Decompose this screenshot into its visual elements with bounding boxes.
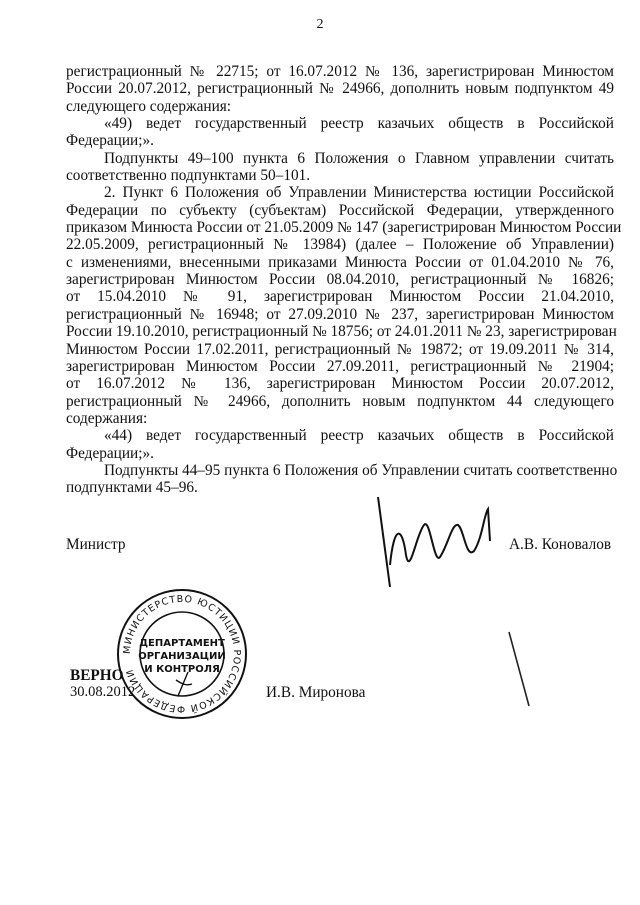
page-number: 2 xyxy=(316,17,324,32)
text-line: от 16.07.2012 № 136, зарегистрирован Минюстом России 20.07.2012, xyxy=(66,375,614,393)
pen-stroke xyxy=(505,630,535,710)
text-line: подпунктами 45–96. xyxy=(66,479,198,497)
text-line: от 15.04.2010 № 91, зарегистрирован Минюстом России 21.04.2010, xyxy=(66,288,614,306)
text-line: зарегистрирован Минюстом России 27.09.2011, регистрационный № 21904; xyxy=(66,357,614,375)
signer-position: Министр xyxy=(66,536,126,553)
stamp-ring-text: МИНИСТЕРСТВО ЮСТИЦИИ РОССИЙСКОЙ ФЕДЕРАЦИИ xyxy=(121,593,243,715)
stamp-center-text: И КОНТРОЛЯ xyxy=(144,664,220,675)
text-line: зарегистрирован Минюстом России 08.04.2010, регистрационный № 16826; xyxy=(66,271,614,289)
text-line: «44) ведет государственный реестр казачьих обществ в Российской xyxy=(104,427,614,445)
official-stamp xyxy=(112,584,252,724)
text-line: соответственно подпунктами 50–101. xyxy=(66,167,311,185)
certified-label: ВЕРНО xyxy=(70,667,124,684)
text-line: регистрационный № 22715; от 16.07.2012 № 136, зарегистрирован Минюстом xyxy=(66,63,614,80)
text-line: России 20.07.2012, регистрационный № 24966, дополнить новым подпунктом 49 xyxy=(66,80,614,98)
text-line: Минюстом России 17.02.2011, регистрационный № 19872; от 19.09.2011 № 314, xyxy=(66,340,614,358)
text-line: содержания: xyxy=(66,409,148,427)
text-line: Подпункты 49–100 пункта 6 Положения о Главном управлении считать xyxy=(104,149,614,167)
text-line: Подпункты 44–95 пункта 6 Положения об Управлении считать соответственно xyxy=(104,461,618,479)
signer-name: А.В. Коновалов xyxy=(509,536,612,553)
text-line: Федерации;». xyxy=(66,444,154,462)
stamp-center-text: ДЕПАРТАМЕНТ xyxy=(139,638,225,649)
text-line: 2. Пункт 6 Положения об Управлении Министерства юстиции Российской xyxy=(104,184,614,202)
text-line: приказом Минюста России от 21.05.2009 № 147 (зарегистрирован Минюстом России xyxy=(66,219,622,237)
stamp-center-text: ОРГАНИЗАЦИИ xyxy=(138,651,226,662)
text-line: России 19.10.2010, регистрационный № 18756; от 24.01.2011 № 23, зарегистрирован xyxy=(66,323,617,341)
text-line: регистрационный № 16948; от 27.09.2010 № 237, зарегистрирован Минюстом xyxy=(66,305,614,323)
text-line: Федерации;». xyxy=(66,132,154,150)
text-line: следующего содержания: xyxy=(66,97,232,115)
text-line: 22.05.2009, регистрационный № 13984) (далее – Положение об Управлении) xyxy=(66,236,614,254)
certifier-name: И.В. Миронова xyxy=(266,684,366,701)
signature-mark xyxy=(370,495,510,595)
document-body xyxy=(66,63,622,497)
text-line: регистрационный № 24966, дополнить новым подпунктом 44 следующего xyxy=(66,392,614,410)
text-line: Федерации по субъекту (субъектам) Российской Федерации, утвержденного xyxy=(66,201,614,219)
certified-date: 30.08.2012 xyxy=(70,684,136,700)
text-line: с изменениями, внесенными приказами Минюста России от 01.04.2010 № 76, xyxy=(66,253,614,271)
text-line: «49) ведет государственный реестр казачьих обществ в Российской xyxy=(104,115,614,133)
